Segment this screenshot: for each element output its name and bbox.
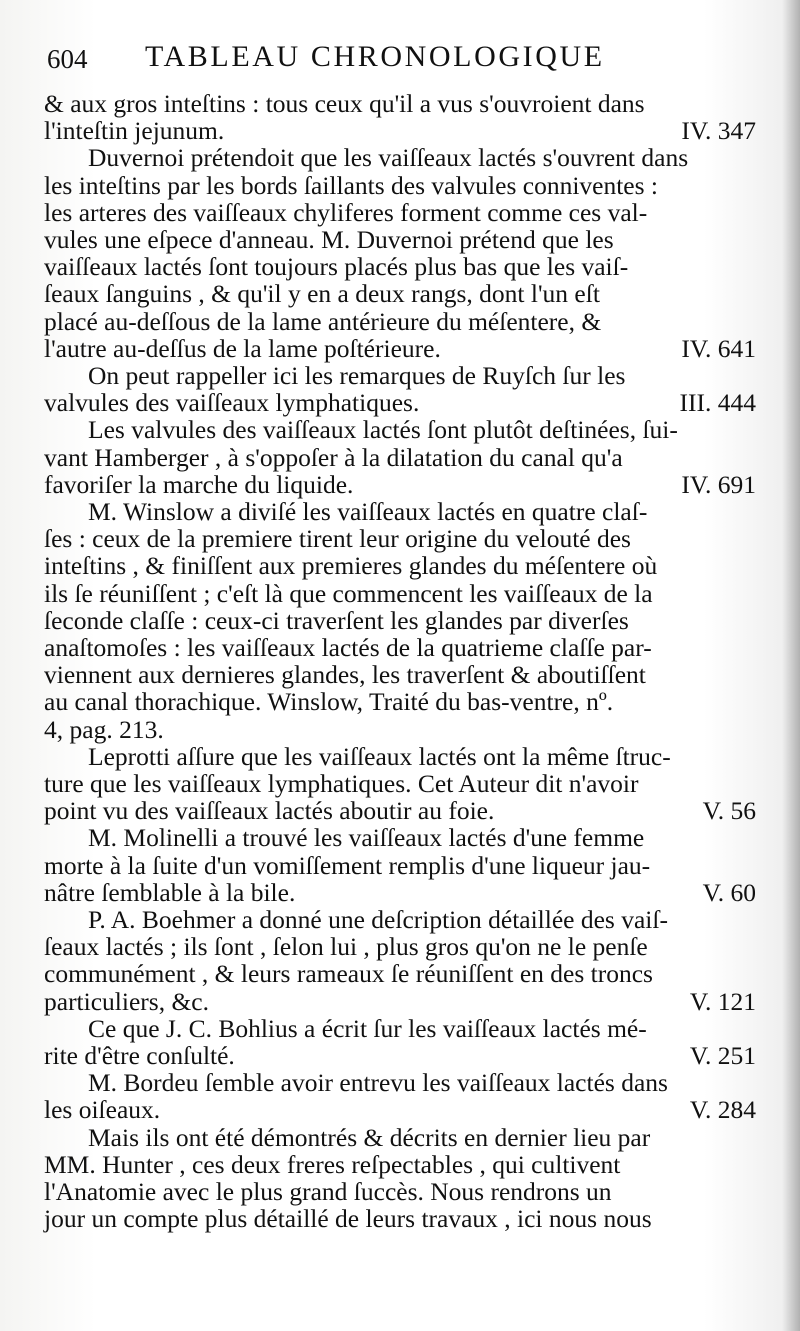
line-text: communément , & leurs rameaux ſe réuniſſent en des troncs	[44, 959, 653, 989]
line-text: vules une eſpece d'anneau. M. Duvernoi prétend que les	[44, 225, 614, 254]
line-text: rite d'être conſulté.	[44, 1041, 235, 1070]
running-head: TABLEAU CHRONOLOGIQUE	[145, 40, 605, 73]
line-text: valvules des vaiſſeaux lymphatiques.	[44, 388, 420, 418]
line-text: Ce que J. C. Bohlius a écrit ſur les vaiſſeaux lactés mé-	[88, 1013, 647, 1043]
line-text: Duvernoi prétendoit que les vaiſſeaux lactés s'ouvrent dans	[88, 143, 689, 173]
volume-reference: IV. 691	[681, 469, 756, 499]
line-text: ils ſe réuniſſent ; c'eſt là que commencent les vaiſſeaux de la	[44, 578, 653, 608]
page-header	[45, 36, 745, 86]
line-text: Les valvules des vaiſſeaux lactés ſont plutôt deſtinées, ſui-	[88, 415, 678, 445]
page-edge-shadow	[782, 0, 800, 1331]
text-line	[44, 1203, 756, 1235]
line-text: vaiſſeaux lactés ſont toujours placés plus bas que les vaiſ-	[44, 252, 629, 282]
line-text: 4, pag. 213.	[44, 714, 164, 744]
line-text: MM. Hunter , ces deux freres reſpectables , qui cultivent	[44, 1149, 621, 1179]
volume-reference: III. 444	[679, 388, 756, 418]
line-text: placé au-deſſous de la lame antérieure du méſentere, &	[44, 306, 602, 336]
line-text: anaſtomoſes : les vaiſſeaux lactés de la quatrieme claſſe par-	[44, 633, 652, 662]
line-text: Mais ils ont été démontrés & décrits en dernier lieu par	[88, 1122, 651, 1152]
volume-reference: V. 56	[702, 796, 756, 826]
line-text: point vu des vaiſſeaux lactés aboutir au foie.	[44, 796, 495, 826]
line-text: M. Bordeu ſemble avoir entrevu les vaiſſeaux lactés dans	[88, 1068, 668, 1098]
line-text: inteſtins , & finiſſent aux premieres glandes du méſentere où	[44, 551, 658, 581]
volume-reference: IV. 347	[681, 116, 756, 146]
line-text: jour un compte plus détaillé de leurs travaux , ici nous nous	[44, 1204, 652, 1234]
line-text: ſeaux lactés ; ils ſont , ſelon lui , plus gros qu'on ne le penſe	[44, 932, 648, 962]
line-text: P. A. Boehmer a donné une deſcription détaillée des vaiſ-	[88, 905, 668, 934]
line-text: M. Molinelli a trouvé les vaiſſeaux lactés d'une femme	[88, 823, 645, 853]
line-text: ſeaux ſanguins , & qu'il y en a deux rangs, dont l'un eſt	[44, 279, 600, 309]
line-text: ſeconde claſſe : ceux-ci traverſent les glandes par diverſes	[44, 605, 629, 635]
page-number: 604	[47, 44, 88, 74]
line-text: favoriſer la marche du liquide.	[44, 469, 354, 499]
line-text: au canal thorachique. Winslow, Traité du bas-ventre, nº.	[44, 687, 614, 717]
line-text: l'inteſtin jejunum.	[44, 116, 225, 146]
line-text: l'autre au-deſſus de la lame poſtérieure.	[44, 333, 441, 363]
line-text: vant Hamberger , à s'oppoſer à la dilatation du canal qu'a	[44, 442, 623, 472]
line-text: ture que les vaiſſeaux lymphatiques. Cet Auteur dit n'avoir	[44, 769, 639, 798]
line-text: On peut rappeller ici les remarques de Ruyſch ſur les	[88, 361, 626, 390]
volume-reference: IV. 641	[681, 333, 756, 363]
line-text: ſes : ceux de la premiere tirent leur origine du velouté des	[44, 524, 631, 554]
line-text: Leprotti aſſure que les vaiſſeaux lactés ont la même ſtruc-	[88, 741, 671, 771]
line-text: nâtre ſemblable à la bile.	[44, 877, 296, 907]
volume-reference: V. 60	[702, 877, 756, 907]
volume-reference: V. 284	[689, 1095, 756, 1125]
line-text: viennent aux dernieres glandes, les traverſent & aboutiſſent	[44, 660, 646, 690]
line-text: l'Anatomie avec le plus grand ſuccès. Nous rendrons un	[44, 1177, 612, 1206]
line-text: M. Winslow a diviſé les vaiſſeaux lactés en quatre claſ-	[88, 497, 648, 526]
line-text: particuliers, &c.	[44, 986, 209, 1016]
line-text: & aux gros inteſtins : tous ceux qu'il a vus s'ouvroient dans	[44, 89, 645, 118]
line-text: les arteres des vaiſſeaux chyliferes forment comme ces val-	[44, 197, 648, 227]
volume-reference: V. 251	[689, 1041, 756, 1070]
line-text: les oiſeaux.	[44, 1095, 161, 1125]
line-text: les inteſtins par les bords ſaillants des valvules conniventes :	[44, 170, 659, 200]
volume-reference: V. 121	[689, 986, 756, 1016]
line-text: morte à la ſuite d'un vomiſſement remplis d'une liqueur jau-	[44, 850, 651, 880]
